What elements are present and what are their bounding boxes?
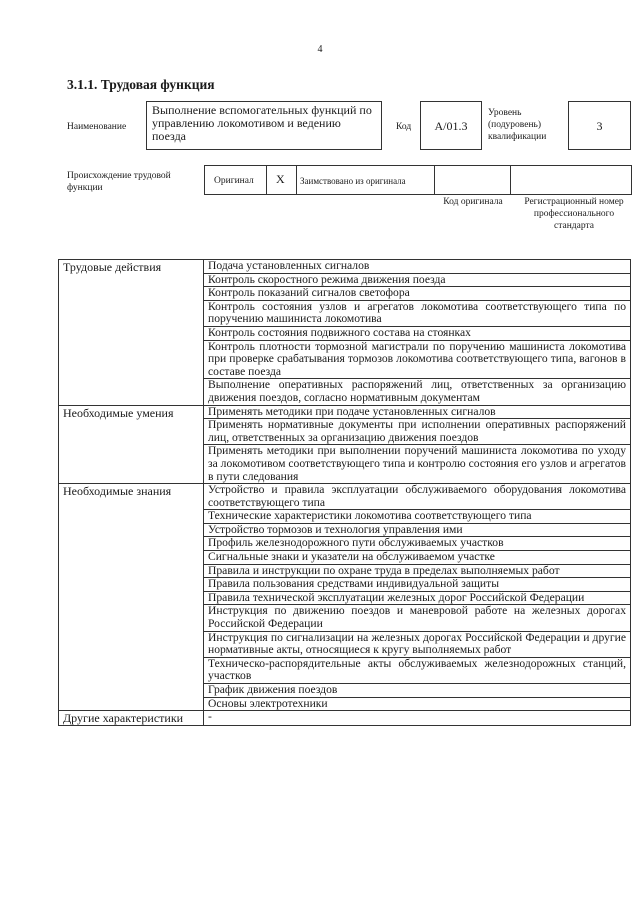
- item-cell: -: [204, 711, 631, 726]
- item-cell: Технические характеристики локомотива соответствующего типа: [204, 510, 631, 524]
- item-cell: Устройство и правила эксплуатации обслуживаемого оборудования локомотива соответствующего типа: [204, 484, 631, 510]
- item-cell: Применять нормативные документы при исполнении оперативных распоряжений лиц, ответственных за организацию движения поездов: [204, 419, 631, 445]
- item-cell: Контроль состояния узлов и агрегатов локомотива соответствующего типа по поручению машиниста локомотива: [204, 300, 631, 326]
- item-cell: Контроль плотности тормозной магистрали по поручению машиниста локомотива при проверке срабатывания тормозов локомотива соответствующего типа, вагонов в составе поезда: [204, 340, 631, 379]
- item-cell: Применять методики при выполнении поручений машиниста локомотива по уходу за локомотивом соответствующего типа и контролю состояния его узлов и агрегатов в пути следования: [204, 445, 631, 484]
- item-cell: Контроль состояния подвижного состава на стоянках: [204, 326, 631, 340]
- item-cell: Инструкция по сигнализации на железных дорогах Российской Федерации и другие нормативные акты, относящиеся к кругу выполняемых работ: [204, 631, 631, 657]
- item-cell: Техническо-распорядительные акты обслуживаемых железнодорожных станций, участков: [204, 657, 631, 683]
- item-cell: График движения поездов: [204, 684, 631, 698]
- item-cell: Правила и инструкции по охране труда в пределах выполняемых работ: [204, 564, 631, 578]
- item-cell: Контроль показаний сигналов светофора: [204, 287, 631, 301]
- item-cell: Сигнальные знаки и указатели на обслуживаемом участке: [204, 551, 631, 565]
- item-cell: Инструкция по движению поездов и маневровой работе на железных дорогах Российской Федерации: [204, 605, 631, 631]
- function-name-value: Выполнение вспомогательных функций по управлению локомотивом и ведению поезда: [152, 103, 372, 143]
- table-row: [59, 405, 631, 419]
- category-cell: Необходимые умения: [59, 405, 204, 484]
- name-label: Наименование: [67, 122, 127, 132]
- item-cell: Контроль скоростного режима движения поезда: [204, 273, 631, 287]
- item-cell: Выполнение оперативных распоряжений лиц, ответственных за организацию движения поездов, согласно нормативным документам: [204, 379, 631, 405]
- item-cell: Правила технической эксплуатации железных дорог Российской Федерации: [204, 591, 631, 605]
- table-row: [59, 484, 631, 510]
- category-cell: Трудовые действия: [59, 260, 204, 406]
- original-mark: X: [276, 172, 285, 186]
- code-box: [420, 101, 482, 150]
- table-row: [59, 260, 631, 274]
- page-number: 4: [317, 44, 323, 55]
- category-cell: Необходимые знания: [59, 484, 204, 711]
- borrowed-label: Заимствовано из оригинала: [300, 176, 406, 186]
- item-cell: Основы электротехники: [204, 697, 631, 711]
- item-cell: Устройство тормозов и технология управления ими: [204, 523, 631, 537]
- category-cell: Другие характеристики: [59, 711, 204, 726]
- item-cell: Профиль железнодорожного пути обслуживаемых участков: [204, 537, 631, 551]
- level-box: [568, 101, 631, 150]
- code-label: Код: [396, 122, 412, 132]
- table-row: [59, 711, 631, 726]
- original-label: Оригинал: [214, 176, 254, 186]
- origin-label: Происхождение трудовой функции: [67, 171, 171, 193]
- item-cell: Правила пользования средствами индивидуальной защиты: [204, 578, 631, 592]
- level-label: Уровень (подуровень) квалификации: [488, 108, 547, 142]
- level-value: 3: [596, 119, 603, 133]
- section-title: 3.1.1. Трудовая функция: [67, 77, 215, 92]
- item-cell: Подача установленных сигналов: [204, 260, 631, 274]
- item-cell: Применять методики при подаче установленных сигналов: [204, 405, 631, 419]
- code-original-caption: Код оригинала: [443, 197, 503, 207]
- code-value: A/01.3: [434, 119, 468, 133]
- reg-number-caption: Регистрационный номер профессионального стандарта: [524, 197, 624, 231]
- function-table: [58, 259, 631, 726]
- function-name-box: [146, 101, 382, 150]
- origin-row: [204, 165, 632, 195]
